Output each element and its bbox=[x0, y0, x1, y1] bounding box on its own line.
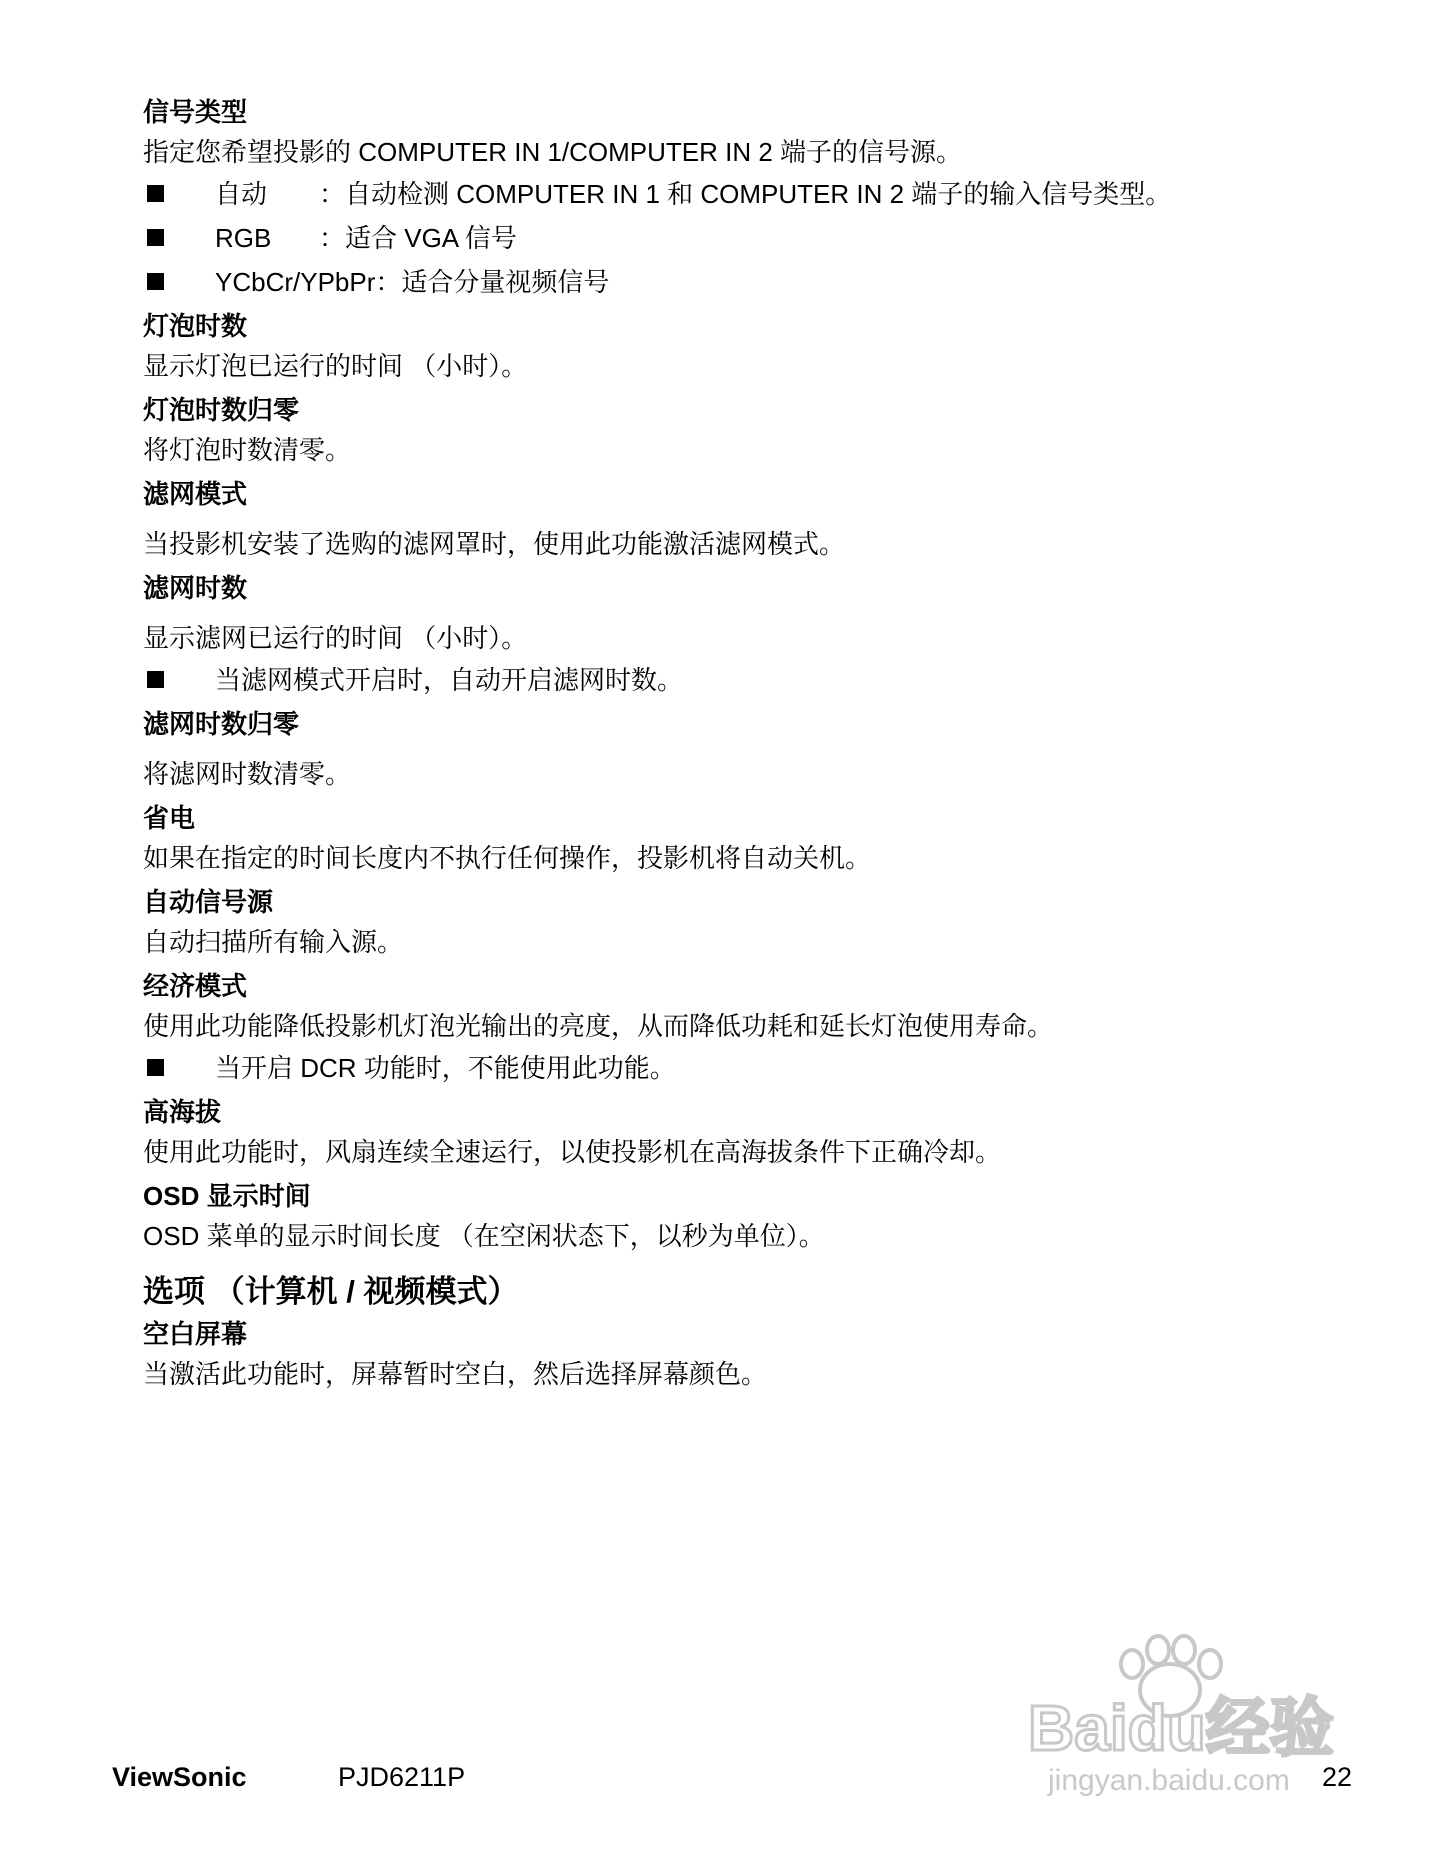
bullet-separator: ： bbox=[375, 267, 402, 297]
bullet-desc: 当滤网模式开启时，自动开启滤网时数。 bbox=[215, 665, 684, 695]
square-bullet-icon bbox=[147, 185, 164, 202]
baidu-watermark bbox=[1010, 1632, 1350, 1798]
bullet-desc: 适合 VGA 信号 bbox=[345, 223, 517, 253]
eco-mode-heading: 经济模式 bbox=[143, 971, 248, 1001]
filter-reset-heading: 滤网时数归零 bbox=[143, 709, 300, 739]
lamp-reset-text: 将灯泡时数清零。 bbox=[143, 435, 352, 465]
bullet-rgb bbox=[143, 218, 1323, 258]
osd-time-heading: OSD 显示时间 bbox=[143, 1181, 311, 1211]
eco-mode-text: 使用此功能降低投影机灯泡光输出的亮度，从而降低功耗和延长灯泡使用寿命。 bbox=[143, 1011, 1054, 1041]
power-save-heading: 省电 bbox=[143, 803, 196, 833]
bullet-eco-mode bbox=[143, 1048, 1323, 1088]
filter-mode-text: 当投影机安装了选购的滤网罩时，使用此功能激活滤网模式。 bbox=[143, 529, 846, 559]
bullet-desc: 自动检测 COMPUTER IN 1 和 COMPUTER IN 2 端子的输入信号类型。 bbox=[345, 179, 1172, 209]
filter-reset-text: 将滤网时数清零。 bbox=[143, 759, 352, 789]
model-number: PJD6211P bbox=[338, 1762, 466, 1792]
signal-type-text: 指定您希望投影的 COMPUTER IN 1/COMPUTER IN 2 端子的信号源。 bbox=[143, 137, 963, 167]
options-heading: 选项 （计算机 / 视频模式） bbox=[143, 1274, 519, 1309]
bullet-desc: 当开启 DCR 功能时，不能使用此功能。 bbox=[215, 1053, 676, 1083]
bullet-term: RGB bbox=[215, 223, 272, 253]
page-number: 22 bbox=[1321, 1762, 1352, 1792]
bullet-desc: 适合分量视频信号 bbox=[401, 267, 610, 297]
signal-type-heading: 信号类型 bbox=[143, 97, 248, 127]
bullet-term: 自动 bbox=[215, 179, 268, 209]
blank-screen-heading: 空白屏幕 bbox=[143, 1319, 248, 1349]
power-save-text: 如果在指定的时间长度内不执行任何操作，投影机将自动关机。 bbox=[143, 843, 872, 873]
high-altitude-text: 使用此功能时，风扇连续全速运行，以使投影机在高海拔条件下正确冷却。 bbox=[143, 1137, 1002, 1167]
brand-name: ViewSonic bbox=[112, 1762, 247, 1792]
manual-content bbox=[143, 92, 1323, 1394]
lamp-hours-text: 显示灯泡已运行的时间 （小时）。 bbox=[143, 351, 528, 381]
square-bullet-icon bbox=[147, 1059, 164, 1076]
bullet-auto bbox=[143, 174, 1323, 214]
osd-time-text: OSD 菜单的显示时间长度 （在空闲状态下，以秒为单位）。 bbox=[143, 1221, 825, 1251]
high-altitude-heading: 高海拔 bbox=[143, 1097, 222, 1127]
bullet-term: YCbCr/YPbPr bbox=[215, 267, 376, 297]
bullet-separator: ： bbox=[319, 223, 346, 253]
filter-mode-heading: 滤网模式 bbox=[143, 479, 248, 509]
square-bullet-icon bbox=[147, 273, 164, 290]
bullet-filter-hours bbox=[143, 660, 1323, 700]
watermark-url: jingyan.baidu.com bbox=[1048, 1764, 1290, 1797]
auto-source-heading: 自动信号源 bbox=[143, 887, 274, 917]
filter-hours-text: 显示滤网已运行的时间 （小时）。 bbox=[143, 623, 528, 653]
auto-source-text: 自动扫描所有输入源。 bbox=[143, 927, 404, 957]
blank-screen-text: 当激活此功能时，屏幕暂时空白，然后选择屏幕颜色。 bbox=[143, 1359, 768, 1389]
square-bullet-icon bbox=[147, 671, 164, 688]
lamp-reset-heading: 灯泡时数归零 bbox=[143, 395, 300, 425]
lamp-hours-heading: 灯泡时数 bbox=[143, 311, 248, 341]
bullet-ycbcr bbox=[143, 262, 1323, 302]
watermark-logo-text: Baidu经验 bbox=[1028, 1692, 1334, 1764]
bullet-separator: ： bbox=[319, 179, 346, 209]
square-bullet-icon bbox=[147, 229, 164, 246]
filter-hours-heading: 滤网时数 bbox=[143, 573, 248, 603]
